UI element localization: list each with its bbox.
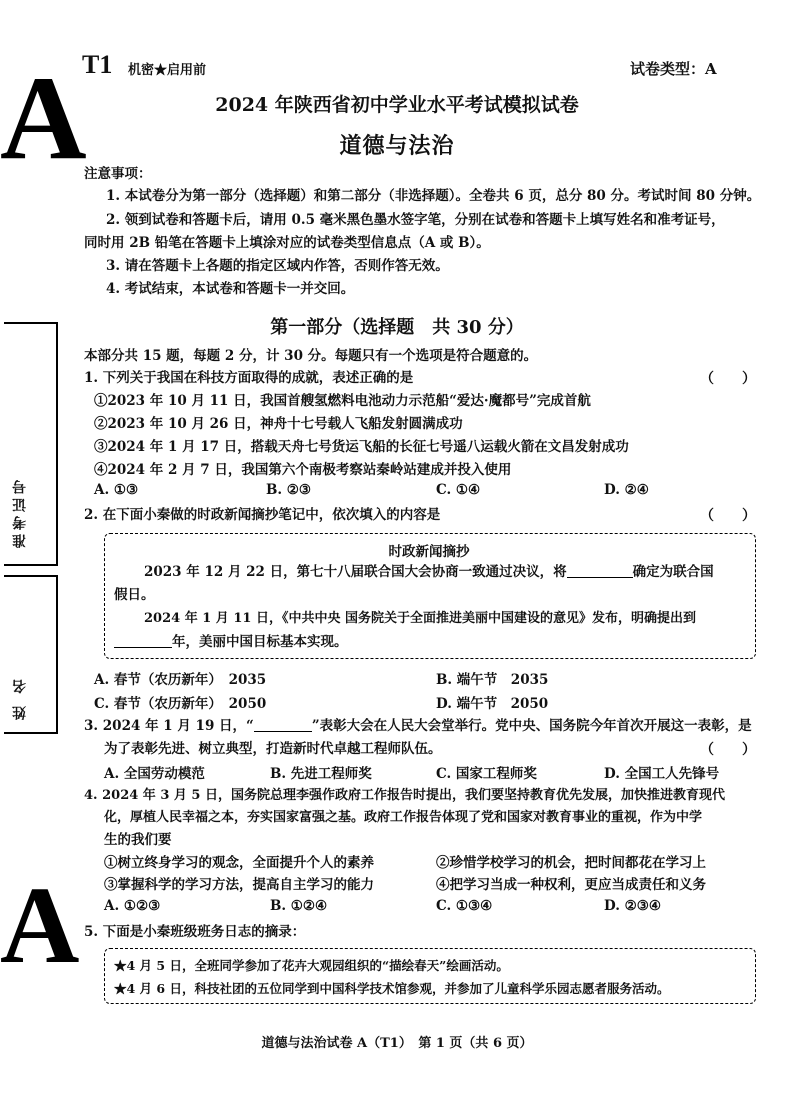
notice-item: 同时用 2B 铅笔在答题卡上填涂对应的试卷类型信息点（A 或 B）。 [84, 235, 490, 251]
news-line-2-tail: 年，美丽中国目标基本实现。 [172, 634, 348, 650]
news-excerpt-title: 时政新闻摘抄 [388, 544, 470, 560]
q2-option-b: B. 端午节 2035 [436, 672, 549, 688]
q2-stem: 2. 在下面小秦做的时政新闻摘抄笔记中，依次填入的内容是 [84, 507, 441, 523]
q1-stem: 1. 下列关于我国在科技方面取得的成就，表述正确的是 [84, 370, 414, 386]
page-footer: 道德与法治试卷 A（T1） 第 1 页（共 6 页） [261, 1036, 533, 1051]
news-line-1 [144, 562, 714, 582]
q4-item: ③掌握科学的学习方法，提高自主学习的能力 [104, 877, 374, 893]
q3-answer-paren: （ ） [700, 742, 756, 758]
q4-stem: 4. 2024 年 3 月 5 日，国务院总理李强作政府工作报告时提出，我们要坚持教育优先发展，加快推进教育现代 [84, 788, 725, 803]
q3-stem [84, 716, 752, 736]
paper-code: T1 [82, 50, 113, 79]
q1-option-d: D. ②④ [604, 482, 649, 498]
part1-intro: 本部分共 15 题，每题 2 分，计 30 分。每题只有一个选项是符合题意的。 [84, 348, 538, 364]
q4-item: ②珍惜学校学习的机会，把时间都花在学习上 [436, 855, 706, 871]
exam-number-label: 准考证号 [12, 476, 28, 548]
q1-item: ③2024 年 1 月 17 日，搭载天舟七号货运飞船的长征七号遥八运载火箭在文昌发射成功 [94, 439, 629, 455]
q1-answer-paren: （ ） [700, 371, 756, 387]
q1-option-a: A. ①③ [94, 482, 139, 498]
subject-title: 道德与法治 [339, 133, 455, 159]
confidential-label: 机密★启用前 [128, 63, 207, 78]
q2-answer-paren: （ ） [700, 508, 756, 524]
q3-option-d: D. 全国工人先锋号 [604, 766, 720, 782]
q2-option-c: C. 春节（农历新年） 2050 [94, 696, 267, 712]
q4-option-c: C. ①③④ [436, 898, 493, 914]
q2-option-d: D. 端午节 2050 [436, 696, 549, 712]
paper-type-label: 试卷类型：A [630, 60, 717, 78]
q4-item: ④把学习当成一种权利，更应当成责任和义务 [436, 877, 706, 893]
news-line-2: 2024 年 1 月 11 日，《中共中央 国务院关于全面推进美丽中国建设的意见》发布，明确提出到 [144, 611, 696, 626]
q5-stem: 5. 下面是小秦班级班务日志的摘录： [84, 924, 306, 940]
news-line-1-tail: 确定为联合国 [632, 564, 714, 580]
q1-item: ④2024 年 2 月 7 日，我国第六个南极考察站秦岭站建成并投入使用 [94, 462, 512, 478]
q1-option-c: C. ①④ [436, 482, 481, 498]
q3-option-b: B. 先进工程师奖 [270, 766, 372, 782]
notice-item: 1. 本试卷分为第一部分（选择题）和第二部分（非选择题）。全卷共 6 页，总分 80 分。考试时间 80 分钟。 [106, 188, 761, 204]
q1-item: ①2023 年 10 月 11 日，我国首艘氢燃料电池动力示范船“爱达·魔都号”完成首航 [94, 393, 591, 409]
q4-option-a: A. ①②③ [104, 898, 161, 914]
q3-stem-cont: 为了表彰先进、树立典型，打造新时代卓越工程师队伍。 [104, 741, 442, 757]
news-line-1-cont: 假日。 [114, 587, 155, 603]
news-blank-2 [114, 633, 172, 648]
q4-item: ①树立终身学习的观念，全面提升个人的素养 [104, 855, 374, 871]
q3-option-c: C. 国家工程师奖 [436, 766, 537, 782]
q4-stem-cont: 生的我们要 [104, 832, 172, 848]
name-label: 姓 名 [12, 675, 28, 720]
q4-stem-cont: 化，厚植人民幸福之本，夯实国家富强之基。政府工作报告体现了党和国家对教育事业的重视，作为中学 [104, 810, 703, 825]
q4-option-d: D. ②③④ [604, 898, 661, 914]
q3-option-a: A. 全国劳动模范 [104, 766, 205, 782]
exam-title: 2024 年陕西省初中学业水平考试模拟试卷 [215, 94, 579, 116]
notice-item: 3. 请在答题卡上各题的指定区域内作答，否则作答无效。 [106, 258, 449, 274]
paper-type-big-letter-bottom: A [0, 864, 80, 986]
news-blank-1 [567, 563, 633, 578]
paper-type-big-letter-top: A [0, 51, 87, 184]
class-log-entry: ★4 月 6 日，科技社团的五位同学到中国科学技术馆参观，并参加了儿童科学乐园志愿者服务活动。 [114, 981, 670, 996]
notice-item: 4. 考试结束，本试卷和答题卡一并交回。 [106, 281, 355, 297]
part1-heading: 第一部分（选择题 共 30 分） [270, 317, 524, 338]
class-log-entry: ★4 月 5 日，全班同学参加了花卉大观园组织的“描绘春天”绘画活动。 [114, 958, 509, 973]
q3-blank [254, 717, 312, 732]
notice-heading: 注意事项： [84, 166, 152, 182]
q1-item: ②2023 年 10 月 26 日，神舟十七号载人飞船发射圆满成功 [94, 416, 463, 432]
news-line-2-cont [114, 632, 348, 652]
q3-stem-start: 3. 2024 年 1 月 19 日，“ [84, 718, 254, 734]
notice-item: 2. 领到试卷和答题卡后，请用 0.5 毫米黑色墨水签字笔，分别在试卷和答题卡上填写姓名和准考证号， [106, 212, 725, 228]
q4-option-b: B. ①②④ [270, 898, 328, 914]
q2-option-a: A. 春节（农历新年） 2035 [94, 672, 267, 688]
q3-stem-rest: ”表彰大会在人民大会堂举行。党中央、国务院今年首次开展这一表彰，是 [311, 718, 752, 734]
news-line-1-text: 2023 年 12 月 22 日，第七十八届联合国大会协商一致通过决议，将 [144, 564, 567, 580]
q1-option-b: B. ②③ [266, 482, 312, 498]
